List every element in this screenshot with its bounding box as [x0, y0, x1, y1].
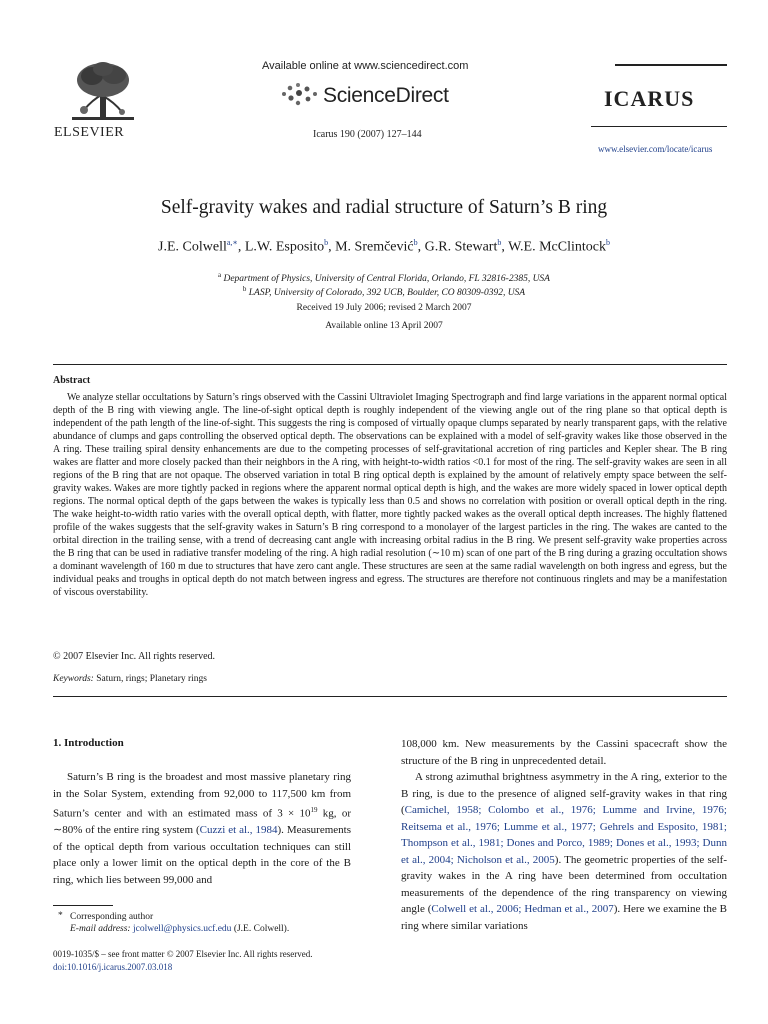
- affiliation-text: LASP, University of Colorado, 392 UCB, Boulder, CO 80309-0392, USA: [248, 288, 526, 299]
- citation-link[interactable]: Camichel, 1958; Colombo et al., 1976; Lumme and Irvine, 1976; Reitsema et al., 1976; Lumme et al., 1977; Gehrels and Esposito, 1981; Thompson et al., 1981; Dones and Porco, 1989; Dones et al., 1993; Dunn et al., 2004; Nicholson et al., 2005: [401, 804, 727, 866]
- section-heading-introduction: 1. Introduction: [53, 737, 124, 749]
- author-name: W.E. McClintock: [508, 239, 606, 255]
- intro-text: ). The geometric properties of the self-gravity wakes in the A ring have been determined from occultation measurements of the dependence of the ring transparency on viewing angle (: [401, 853, 727, 915]
- exponent: 19: [310, 806, 318, 814]
- sciencedirect-logo-text: ScienceDirect: [323, 84, 449, 107]
- author-affiliation-marker[interactable]: b: [324, 238, 329, 247]
- received-date: Received 19 July 2006; revised 2 March 2007: [296, 303, 472, 313]
- citation-link[interactable]: Colwell et al., 2006; Hedman et al., 2007: [431, 903, 614, 915]
- affiliation-b: [0, 285, 768, 298]
- author-name: G.R. Stewart: [424, 239, 498, 255]
- sciencedirect-dots-icon: [280, 81, 320, 107]
- abstract-rule-bottom: [53, 696, 727, 697]
- issn-note: 0019-1035/$ – see front matter © 2007 Elsevier Inc. All rights reserved.: [53, 949, 313, 959]
- affiliation-marker: a: [218, 271, 222, 279]
- elsevier-tree-logo: [72, 60, 134, 122]
- keywords-label: Keywords:: [53, 674, 94, 684]
- corresponding-author-note: Corresponding author: [70, 912, 154, 922]
- journal-url-link[interactable]: www.elsevier.com/locate/icarus: [598, 144, 713, 154]
- author-affiliation-marker[interactable]: a,∗: [226, 238, 238, 247]
- author-affiliation-marker[interactable]: b: [413, 238, 418, 247]
- author-name: M. Sremčević: [335, 239, 414, 255]
- intro-text: kg, or ∼80% of the entire ring system (: [53, 807, 351, 837]
- abstract-heading: Abstract: [53, 375, 91, 386]
- intro-text: Saturn’s B ring is the broadest and most massive planetary ring in the Solar System, extending from 92,000 to 117,500 km from Saturn’s center and with an estimated mass of 3 × 10: [53, 771, 351, 820]
- available-date: Available online 13 April 2007: [325, 321, 443, 331]
- email-link[interactable]: jcolwell@physics.ucf.edu: [132, 924, 232, 934]
- affiliation-text: Department of Physics, University of Central Florida, Orlando, FL 32816-2385, USA: [223, 274, 550, 285]
- header-rule: [591, 126, 727, 127]
- abstract-copyright: © 2007 Elsevier Inc. All rights reserved.: [53, 651, 216, 662]
- intro-text: A strong azimuthal brightness asymmetry in the A ring, exterior to the B ring, is due to the presence of aligned self-gravity wakes in that ring (: [401, 771, 727, 816]
- author-name: J.E. Colwell: [158, 239, 227, 255]
- author-list: J.E. Colwell$^{a,∗}$, L.W. Esposito$^b$, M. Sremčević$^b$, G.R. Stewart$^b$, W.E. McClintock$^b$: [158, 238, 610, 255]
- journal-citation: Icarus 190 (2007) 127–144: [313, 129, 422, 140]
- abstract-rule-top: [53, 364, 727, 365]
- publisher-name: ELSEVIER: [54, 125, 125, 140]
- affiliation-marker: b: [242, 285, 247, 293]
- keywords-list: Saturn, rings; Planetary rings: [96, 674, 208, 684]
- citation-link[interactable]: Cuzzi et al., 1984: [199, 824, 278, 837]
- affiliation-a: [0, 271, 768, 284]
- email-suffix: (J.E. Colwell).: [231, 924, 290, 934]
- header-rule-top: [615, 64, 727, 66]
- footnote-rule: [53, 905, 113, 906]
- available-online-text[interactable]: Available online at www.sciencedirect.com: [262, 60, 469, 72]
- keywords: [53, 674, 207, 684]
- email-label: E-mail address:: [70, 924, 131, 934]
- article-title: Self-gravity wakes and radial structure of Saturn’s B ring: [160, 197, 608, 218]
- doi-link[interactable]: doi:10.1016/j.icarus.2007.03.018: [53, 962, 173, 972]
- abstract-body: We analyze stellar occultations by Saturn’s rings observed with the Cassini Ultraviolet Imaging Spectrograph and find large variations in the apparent normal optical depth of the B ring with viewing angle. The line-of-sight optical depth is roughly independent of the viewing angle out of the ring plane so that optical depth is independent of the path length of the line-of-sight. This suggests the ring is composed of virtually opaque clumps separated by nearly transparent gaps, with the relative abundance of clumps and gaps controlling the observed optical depth. The observations can be explained with a model of self-gravity wakes like those observed in the A ring. These trailing spiral density enhancements are due to the competing processes of self-gravitational accretion of ring particles and Kepler shear. The B ring wakes are flatter and more closely packed than their neighbors in the A ring, with height-to-width ratios <0.1 for most of the ring. The self-gravity wakes are seen in all regions of the B ring that are not opaque. The observed variation in total B ring optical depth is explained by the amount of relatively empty space between the self-gravity wakes. Wakes are more tightly packed in regions where the apparent normal optical depth is high, and the wakes are more widely spaced in lower optical depth regions. The normal optical depth of the gaps between the wakes is typically less than 0.5 and shows no correlation with position or overall optical depth in the ring. The wake height-to-width ratio varies with the overall optical depth, with flatter, more tightly packed wakes as the overall optical depth increases. The highly flattened profile of the wakes suggests that the self-gravity wakes in Saturn’s B ring correspond to a monolayer of the largest particles in the ring. The wakes are canted to the orbital direction in the trailing sense, with a trend of decreasing cant angle with increasing orbital radius in the B ring. We present self-gravity wake properties across the B ring that can be used in radiative transfer modeling of the ring. A high radial resolution (∼10 m) scan of one part of the B ring during a grazing occultation shows a dominant wavelength of 160 m due to structures that have zero cant angle. These structures are seen at the same radial wavelength on both ingress and egress, but the individual peaks and troughs in optical depth do not match between ingress and egress. The structures are therefore not continuous ringlets and may be a manifestation of viscous overstability.: [53, 392, 727, 598]
- intro-paragraph-2: [401, 769, 727, 934]
- email-note: [70, 923, 289, 935]
- intro-paragraph-1: [53, 769, 351, 888]
- footnote-marker: *: [58, 911, 63, 921]
- intro-text: ). Here we examine the B ring where similar variations: [401, 903, 727, 932]
- author-affiliation-marker[interactable]: b: [497, 238, 502, 247]
- journal-name: ICARUS: [604, 86, 695, 111]
- intro-text: ). Measurements of the optical depth from various occultation techniques can still place only a lower limit on the optical depth in the core of the B ring, which lies between 99,000 and: [53, 824, 352, 886]
- intro-paragraph-continued: 108,000 km. New measurements by the Cassini spacecraft show the structure of the B ring in unprecedented detail.: [401, 738, 727, 767]
- author-affiliation-marker[interactable]: b: [605, 238, 610, 247]
- author-name: L.W. Esposito: [244, 239, 325, 255]
